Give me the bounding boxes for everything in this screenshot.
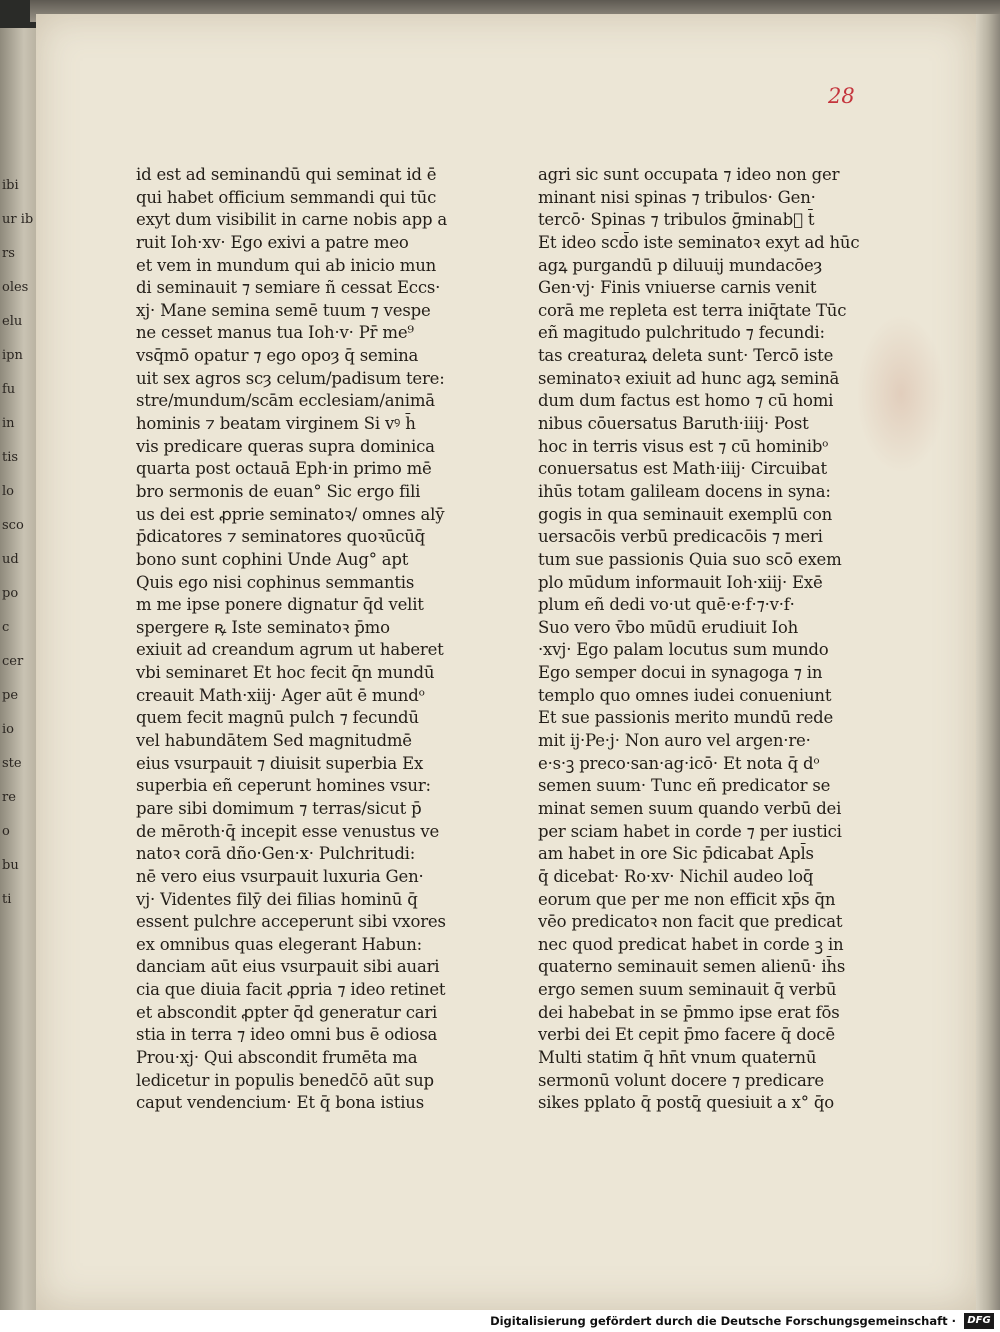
text-line: semen suum· Tunc eñ predicator se <box>538 776 831 796</box>
text-line: sikes pplato q̄ postq̄ quesiuit a x° q̄o <box>538 1093 834 1113</box>
left-page-text-fragment: tis <box>2 450 19 465</box>
text-line: exiuit ad creandum agrum ut haberet <box>136 640 444 660</box>
text-line: minat semen suum quando verbū dei <box>538 798 842 818</box>
text-line: Gen·vj· Finis vniuerse carnis venit <box>538 278 817 298</box>
text-line: nibus cōuersatus Baruth·iiij· Post <box>538 414 809 434</box>
text-line: exyt dum visibilit in carne nobis app a <box>136 210 448 230</box>
left-page-text-fragment: ipn <box>2 348 23 363</box>
text-line: plum eñ dedi vo·ut quē·e·f·⁊·v·f· <box>538 595 795 615</box>
text-line: vel habundātem Sed magnitudmē <box>136 731 412 751</box>
left-page-text-fragment: in <box>2 416 15 431</box>
text-line: xj· Mane semina semē tuum ⁊ vespe <box>136 300 431 320</box>
text-line: verbi dei Et cepit p̄mo facere q̄ docē <box>538 1025 835 1045</box>
footer-bar <box>0 1310 1000 1332</box>
text-line: ergo semen suum seminauit q̄ verbū <box>538 980 837 1000</box>
text-line: sermonū volunt docere ⁊ predicare <box>538 1070 824 1090</box>
left-page-text-fragment: oles <box>2 280 29 295</box>
text-line: vj· Videntes filȳ dei filias hominū q̄ <box>136 889 418 909</box>
text-line: cia que diuia facit ꝓpria ⁊ ideo retinet <box>136 980 446 1000</box>
text-line: Quis ego nisi cophinus semmantis <box>136 572 415 592</box>
text-line: nē vero eius vsurpauit luxuria Gen· <box>136 866 424 886</box>
left-page-text-fragment: fu <box>2 382 16 397</box>
text-line: caput vendencium· Et q̄ bona istius <box>136 1093 424 1113</box>
text-line: vsq̄mō opatur ⁊ ego opoȝ q̄ semina <box>136 346 419 366</box>
right-text-column <box>538 164 863 1115</box>
text-line: Et sue passionis merito mundū rede <box>538 708 834 728</box>
text-line: am habet in ore Sic p̄dicabat Apl̄s <box>538 844 814 864</box>
text-line: stia in terra ⁊ ideo omni bus ē odiosa <box>136 1025 438 1045</box>
left-page-text-fragment: ste <box>2 756 22 771</box>
left-page-text-fragment: ti <box>2 892 12 907</box>
text-line: dei habebat in se p̄mmo ipse erat fōs <box>538 1002 840 1022</box>
text-line: bono sunt cophini Unde Aug° apt <box>136 549 409 569</box>
text-line: dum dum factus est homo ⁊ cū homi <box>538 391 834 411</box>
text-line: quarta post octauā Eph·in primo mē <box>136 459 432 479</box>
left-page-text-fragment: po <box>2 586 19 601</box>
text-line: vēo predicatoꝛ non facit que predicat <box>538 912 843 932</box>
text-line: e·s·ꝫ preco·san·ag·icō· Et nota q̄ dᵒ <box>538 753 820 773</box>
text-line: et abscondit ꝓpter q̄d generatur cari <box>136 1002 438 1022</box>
text-line: Prou·xj· Qui abscondit frumēta ma <box>136 1047 418 1067</box>
text-line: hoc in terris visus est ⁊ cū hominibᵒ <box>538 436 829 456</box>
text-line: ledicetur in populis benedc̄ō aūt sup <box>136 1070 434 1090</box>
text-line: Et ideo scd̄o iste seminatoꝛ exyt ad hūc <box>538 232 860 252</box>
left-text-column <box>136 164 456 1115</box>
manuscript-page <box>36 14 976 1310</box>
left-page-text-fragment: io <box>2 722 14 737</box>
text-line: spergere ꝶ Iste seminatoꝛ p̄mo <box>136 617 390 637</box>
text-line: vis predicare queras supra dominica <box>136 436 435 456</box>
text-line: di seminauit ⁊ semiare ñ cessat Eccs· <box>136 278 441 298</box>
text-line: vbi seminaret Et hoc fecit q̄n mundū <box>136 663 435 683</box>
left-page-text-fragment: lo <box>2 484 14 499</box>
text-line: eorum que per me non efficit xp̄s q̄n <box>538 889 836 909</box>
text-line: ihūs totam galileam docens in syna: <box>538 481 831 501</box>
left-page-text-fragment: o <box>2 824 10 839</box>
text-line: essent pulchre acceperunt sibi vxores <box>136 912 446 932</box>
text-line: stre/mundum/scām ecclesiam/animā <box>136 391 435 411</box>
text-line: corā me repleta est terra iniq̄tate Tūc <box>538 300 847 320</box>
text-line: minant nisi spinas ⁊ tribulos· Gen· <box>538 187 816 207</box>
text-line: plo mūdum informauit Ioh·xiij· Exē <box>538 572 823 592</box>
text-line: templo quo omnes iudei conueniunt <box>538 685 832 705</box>
text-line: nec quod predicat habet in corde ꝫ in <box>538 934 844 954</box>
text-line: eñ magitudo pulchritudo ⁊ fecundi: <box>538 323 825 343</box>
text-line: tum sue passionis Quia suo scō exem <box>538 549 842 569</box>
text-line: creauit Math·xiij· Ager aūt ē mundᵒ <box>136 685 425 705</box>
left-page-text-fragment: ud <box>2 552 19 567</box>
left-page-text-fragment: pe <box>2 688 19 703</box>
left-page-text-fragment: rs <box>2 246 15 261</box>
text-line: agꝝ purgandū p diluuij mundacōeȝ <box>538 255 822 275</box>
text-line: pare sibi domimum ⁊ terras/sicut p̄ <box>136 798 422 818</box>
text-line: gogis in qua seminauit exemplū con <box>538 504 833 524</box>
text-line: uit sex agros scȝ celum/padisum tere: <box>136 368 445 388</box>
text-line: ·xvj· Ego palam locutus sum mundo <box>538 640 829 660</box>
left-page-text-fragment: ur ib <box>2 212 34 227</box>
text-line: hominis ⁊ beatam virginem Si vꝰ h̄ <box>136 414 416 434</box>
left-page-edge <box>0 28 40 1310</box>
text-line: eius vsurpauit ⁊ diuisit superbia Ex <box>136 753 424 773</box>
text-line: superbia eñ ceperunt homines vsur: <box>136 776 431 796</box>
text-line: tas creaturaꝝ deleta sunt· Tercō iste <box>538 346 834 366</box>
page-right-edge <box>976 14 1000 1310</box>
text-line: p̄dicatores ⁊ seminatores quoꝛūcūq̄ <box>136 527 426 547</box>
digitization-credit: Digitalisierung gefördert durch die Deutsche Forschungsgemeinschaft · <box>490 1314 956 1328</box>
text-line: quaterno seminauit semen alienū· ih̄s <box>538 957 846 977</box>
text-line: ne cesset manus tua Ioh·v· Pr̄ me⁹ <box>136 323 414 343</box>
text-line: id est ad seminandū qui seminat id ē <box>136 165 437 184</box>
text-line: quem fecit magnū pulch ⁊ fecundū <box>136 708 419 728</box>
left-page-text-fragment: c <box>2 620 10 635</box>
dfg-logo-icon: DFG <box>964 1313 994 1329</box>
text-line: Ego semper docui in synagoga ⁊ in <box>538 663 823 683</box>
text-line: ruit Ioh·xv· Ego exivi a patre meo <box>136 232 409 252</box>
text-line: Multi statim q̄ hn̄t vnum quaternū <box>538 1047 817 1067</box>
folio-number: 28 <box>828 84 855 108</box>
text-line: per sciam habet in corde ⁊ per iustici <box>538 821 842 841</box>
left-page-text-fragment: bu <box>2 858 19 873</box>
text-line: danciam aūt eius vsurpauit sibi auari <box>136 957 440 977</box>
text-line: et vem in mundum qui ab inicio mun <box>136 255 437 275</box>
text-line: Suo vero v̄bo mūdū erudiuit Ioh <box>538 617 799 637</box>
text-line: mit ij·Pe·j· Non auro vel argen·re· <box>538 731 811 751</box>
text-line: conuersatus est Math·iiij· Circuibat <box>538 459 827 479</box>
text-line: natoꝛ corā dño·Gen·x· Pulchritudi: <box>136 844 416 864</box>
text-line: ex omnibus quas elegerant Habun: <box>136 934 422 954</box>
left-page-text-fragment: cer <box>2 654 24 669</box>
paper-stain <box>856 314 946 474</box>
text-line: de mēroth·q̄ incepit esse venustus ve <box>136 821 440 841</box>
text-line: q̄ dicebat· Ro·xv· Nichil audeo loq̄ <box>538 866 814 886</box>
left-page-text-fragment: ibi <box>2 178 19 193</box>
text-line: qui habet officium semmandi qui tūc <box>136 187 437 207</box>
text-line: seminatoꝛ exiuit ad hunc agꝝ seminā <box>538 368 840 388</box>
text-line: us dei est ꝓprie seminatoꝛ/ omnes alȳ <box>136 504 445 524</box>
left-page-text-fragment: sco <box>2 518 24 533</box>
left-page-text-fragment: elu <box>2 314 23 329</box>
text-line: bro sermonis de euan° Sic ergo fili <box>136 481 421 501</box>
text-line: m me ipse ponere dignatur q̄d velit <box>136 595 424 615</box>
left-page-text-fragment: re <box>2 790 16 805</box>
text-line: agri sic sunt occupata ⁊ ideo non ger <box>538 165 840 184</box>
text-line: uersacōis verbū predicacōis ⁊ meri <box>538 527 823 547</box>
text-line: tercō· Spinas ⁊ tribulos ḡminab᷑ t̄ <box>538 210 815 230</box>
